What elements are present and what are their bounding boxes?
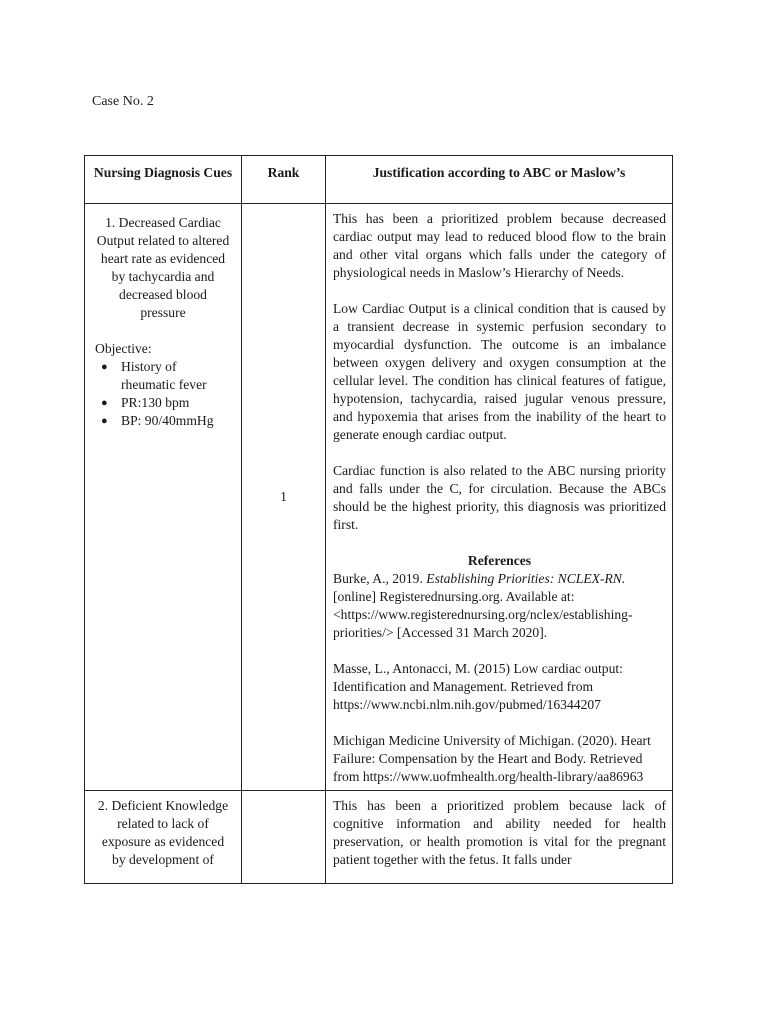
reference-item: Masse, L., Antonacci, M. (2015) Low cardiac output: Identification and Management. Retrieved from https://www.ncbi.nlm.nih.gov/pubmed/16344207 [333, 661, 623, 712]
table-row [85, 791, 673, 884]
reference-title: Establishing Priorities: NCLEX-RN. [426, 571, 626, 586]
reference-item: Michigan Medicine University of Michigan. (2020). Heart Failure: Compensation by the Heart and Body. Retrieved from https://www.uofmhealth.org/health-library/aa86963 [333, 733, 651, 784]
justification-paragraph: This has been a prioritized problem because lack of cognitive information and ability needed for health preservation, or health promotion is vital for the pregnant patient together with the fetus. It falls under [333, 798, 666, 867]
justification-paragraph: Cardiac function is also related to the ABC nursing priority and falls under the C, for circulation. Because the ABCs should be the highest priority, this diagnosis was prioritized first. [333, 463, 666, 532]
diagnosis-cell [85, 204, 242, 791]
table-row [85, 204, 673, 791]
objective-label: Objective: [95, 341, 152, 356]
rank-cell: 1 [242, 204, 326, 791]
cue-item: ● History of rheumatic fever [95, 358, 231, 394]
references-heading: References [467, 553, 532, 568]
reference-author: Burke, A., 2019. [333, 571, 427, 586]
reference-item [333, 570, 666, 642]
justification-cell [326, 791, 673, 884]
reference-details: [online] Registerednursing.org. Available at: <https://www.registerednursing.org/nclex/establishing-priorities/> [Accessed 31 March 2020]. [333, 589, 633, 640]
rank-cell [242, 791, 326, 884]
table-header-row [85, 156, 673, 204]
header-rank: Rank [242, 156, 326, 204]
justification-paragraph: Low Cardiac Output is a clinical condition that is caused by a transient decrease in systemic perfusion secondary to myocardial dysfunction. The outcome is an imbalance between oxygen delivery and oxygen consumption at the cellular level. The condition has clinical features of fatigue, hypotension, tachycardia, raised jugular venous pressure, and hypoxemia that arises from the inability of the heart to generate enough cardiac output. [333, 301, 666, 442]
diagnosis-cell: 2. Deficient Knowledge related to lack of exposure as evidenced by development of [85, 791, 242, 884]
nursing-diagnosis-table [84, 155, 673, 884]
cue-item: ● BP: 90/40mmHg [95, 412, 231, 430]
justification-cell [326, 204, 673, 791]
justification-paragraph: This has been a prioritized problem because decreased cardiac output may lead to reduced blood flow to the brain and other vital organs which falls under the category of physiological needs in Maslow’s Hierarchy of Needs. [333, 211, 666, 280]
cue-item: ● PR:130 bpm [95, 394, 231, 412]
header-justification: Justification according to ABC or Maslow’s [326, 156, 673, 204]
case-number: Case No. 2 [92, 94, 154, 109]
diagnosis-title: 1. Decreased Cardiac Output related to altered heart rate as evidenced by tachycardia and decreased blood pressure [96, 215, 230, 320]
objective-cues-list [95, 358, 231, 430]
header-diagnosis: Nursing Diagnosis Cues [85, 156, 242, 204]
